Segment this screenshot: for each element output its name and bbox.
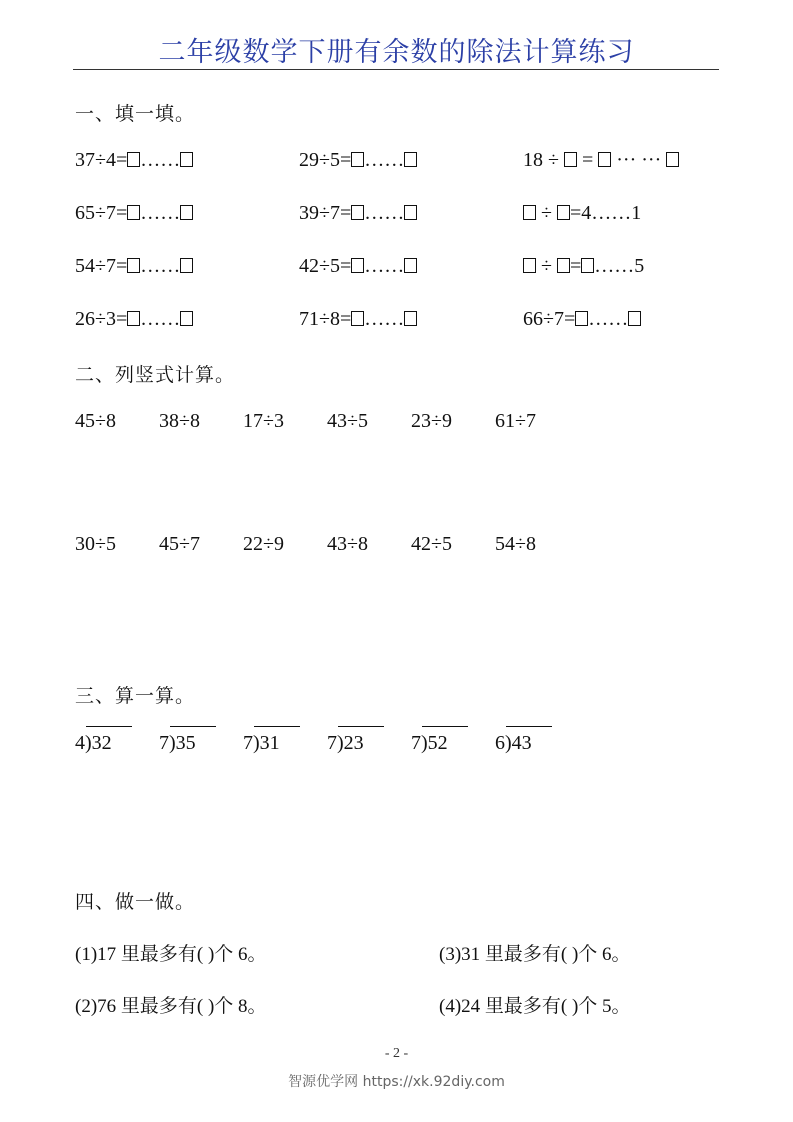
vertical-calc-item: 23÷9 bbox=[411, 410, 452, 432]
equals-sign: = bbox=[569, 255, 582, 277]
dividend-box[interactable] bbox=[523, 205, 536, 220]
watermark-brand: 智源优学网 https://xk.92diy.com bbox=[288, 1074, 505, 1090]
result-text: 4……1 bbox=[581, 202, 642, 224]
equation: 18 ÷ bbox=[523, 149, 564, 171]
long-division-item bbox=[495, 732, 532, 755]
fill-item bbox=[75, 255, 193, 278]
section3-heading: 三、算一算。 bbox=[75, 685, 196, 707]
answer-box[interactable] bbox=[351, 311, 364, 326]
division-bracket: ) bbox=[85, 732, 92, 754]
equation: 71÷8= bbox=[299, 308, 352, 330]
fill-item bbox=[523, 202, 641, 225]
dividend: 52 bbox=[427, 732, 448, 754]
dividend: 32 bbox=[91, 732, 112, 754]
equation: 54÷7= bbox=[75, 255, 128, 277]
equation: 66÷7= bbox=[523, 308, 576, 330]
remainder-dots: …… bbox=[364, 255, 405, 277]
divisor-box[interactable] bbox=[564, 152, 577, 167]
division-bracket: ) bbox=[253, 732, 260, 754]
divisor-box[interactable] bbox=[557, 205, 570, 220]
vertical-calc-item: 43÷8 bbox=[327, 533, 368, 555]
question-item: (4)24 里最多有( )个 5。 bbox=[439, 996, 631, 1017]
answer-box[interactable] bbox=[127, 311, 140, 326]
vertical-calc-item: 61÷7 bbox=[495, 410, 536, 432]
remainder-box[interactable] bbox=[404, 152, 417, 167]
question-item: (1)17 里最多有( )个 6。 bbox=[75, 944, 267, 965]
long-division-item bbox=[243, 732, 280, 755]
title-underline bbox=[73, 69, 719, 70]
divisor: 7 bbox=[159, 732, 169, 754]
answer-box[interactable] bbox=[127, 258, 140, 273]
remainder-box[interactable] bbox=[404, 258, 417, 273]
divisor: 7 bbox=[243, 732, 253, 754]
remainder-dots: ··· ··· bbox=[611, 149, 667, 171]
vertical-calc-item: 17÷3 bbox=[243, 410, 284, 432]
vertical-calc-item: 45÷7 bbox=[159, 533, 200, 555]
fill-item bbox=[523, 255, 644, 278]
remainder-dots: …… bbox=[588, 308, 629, 330]
answer-box[interactable] bbox=[598, 152, 611, 167]
remainder-box[interactable] bbox=[180, 258, 193, 273]
divisor: 7 bbox=[411, 732, 421, 754]
equation: 29÷5= bbox=[299, 149, 352, 171]
remainder-box[interactable] bbox=[180, 152, 193, 167]
section2-heading: 二、列竖式计算。 bbox=[75, 364, 236, 386]
remainder-box[interactable] bbox=[628, 311, 641, 326]
equation: 37÷4= bbox=[75, 149, 128, 171]
long-division-item bbox=[75, 732, 112, 755]
long-division-item bbox=[327, 732, 364, 755]
remainder-dots: …… bbox=[140, 308, 181, 330]
fill-item bbox=[299, 308, 417, 331]
answer-box[interactable] bbox=[127, 152, 140, 167]
divisor-box[interactable] bbox=[557, 258, 570, 273]
vertical-calc-item: 45÷8 bbox=[75, 410, 116, 432]
vertical-calc-item: 22÷9 bbox=[243, 533, 284, 555]
fill-item bbox=[75, 308, 193, 331]
remainder-dots: …… bbox=[140, 202, 181, 224]
dividend: 31 bbox=[259, 732, 280, 754]
division-sign: ÷ bbox=[536, 255, 557, 277]
remainder-box[interactable] bbox=[404, 205, 417, 220]
remainder-dots: …… bbox=[364, 308, 405, 330]
equation: 26÷3= bbox=[75, 308, 128, 330]
remainder-dots: …… bbox=[364, 202, 405, 224]
equals-sign: = bbox=[569, 202, 582, 224]
equation: 42÷5= bbox=[299, 255, 352, 277]
long-division-item bbox=[411, 732, 448, 755]
divisor: 6 bbox=[495, 732, 505, 754]
remainder-dots: …… bbox=[364, 149, 405, 171]
equation: 39÷7= bbox=[299, 202, 352, 224]
answer-box[interactable] bbox=[351, 152, 364, 167]
fill-item bbox=[523, 149, 679, 172]
equals-sign: = bbox=[576, 149, 599, 171]
vertical-calc-item: 38÷8 bbox=[159, 410, 200, 432]
fill-item bbox=[299, 149, 417, 172]
dividend: 35 bbox=[175, 732, 196, 754]
fill-item bbox=[299, 255, 417, 278]
dividend-box[interactable] bbox=[523, 258, 536, 273]
answer-box[interactable] bbox=[575, 311, 588, 326]
remainder-box[interactable] bbox=[404, 311, 417, 326]
remainder-box[interactable] bbox=[180, 205, 193, 220]
vertical-calc-item: 54÷8 bbox=[495, 533, 536, 555]
divisor: 7 bbox=[327, 732, 337, 754]
division-bracket: ) bbox=[337, 732, 344, 754]
division-bracket: ) bbox=[169, 732, 176, 754]
long-division-item bbox=[159, 732, 196, 755]
vertical-calc-item: 30÷5 bbox=[75, 533, 116, 555]
question-item: (3)31 里最多有( )个 6。 bbox=[439, 944, 631, 965]
dividend: 43 bbox=[511, 732, 532, 754]
fill-item bbox=[523, 308, 641, 331]
remainder-box[interactable] bbox=[666, 152, 679, 167]
fill-item bbox=[299, 202, 417, 225]
divisor: 4 bbox=[75, 732, 85, 754]
division-sign: ÷ bbox=[536, 202, 557, 224]
question-item: (2)76 里最多有( )个 8。 bbox=[75, 996, 267, 1017]
remainder-box[interactable] bbox=[180, 311, 193, 326]
vertical-calc-item: 42÷5 bbox=[411, 533, 452, 555]
answer-box[interactable] bbox=[581, 258, 594, 273]
page-title: 二年级数学下册有余数的除法计算练习 bbox=[158, 37, 635, 68]
vertical-calc-item: 43÷5 bbox=[327, 410, 368, 432]
answer-box[interactable] bbox=[351, 205, 364, 220]
remainder-dots: …… bbox=[140, 149, 181, 171]
equation: 65÷7= bbox=[75, 202, 128, 224]
result-text: ……5 bbox=[594, 255, 645, 277]
division-bracket: ) bbox=[421, 732, 428, 754]
dividend: 23 bbox=[343, 732, 364, 754]
answer-box[interactable] bbox=[127, 205, 140, 220]
section1-heading: 一、填一填。 bbox=[75, 103, 196, 125]
remainder-dots: …… bbox=[140, 255, 181, 277]
section4-heading: 四、做一做。 bbox=[75, 891, 196, 913]
fill-item bbox=[75, 202, 193, 225]
division-bracket: ) bbox=[505, 732, 512, 754]
page-number: - 2 - bbox=[384, 1046, 409, 1061]
fill-item bbox=[75, 149, 193, 172]
answer-box[interactable] bbox=[351, 258, 364, 273]
